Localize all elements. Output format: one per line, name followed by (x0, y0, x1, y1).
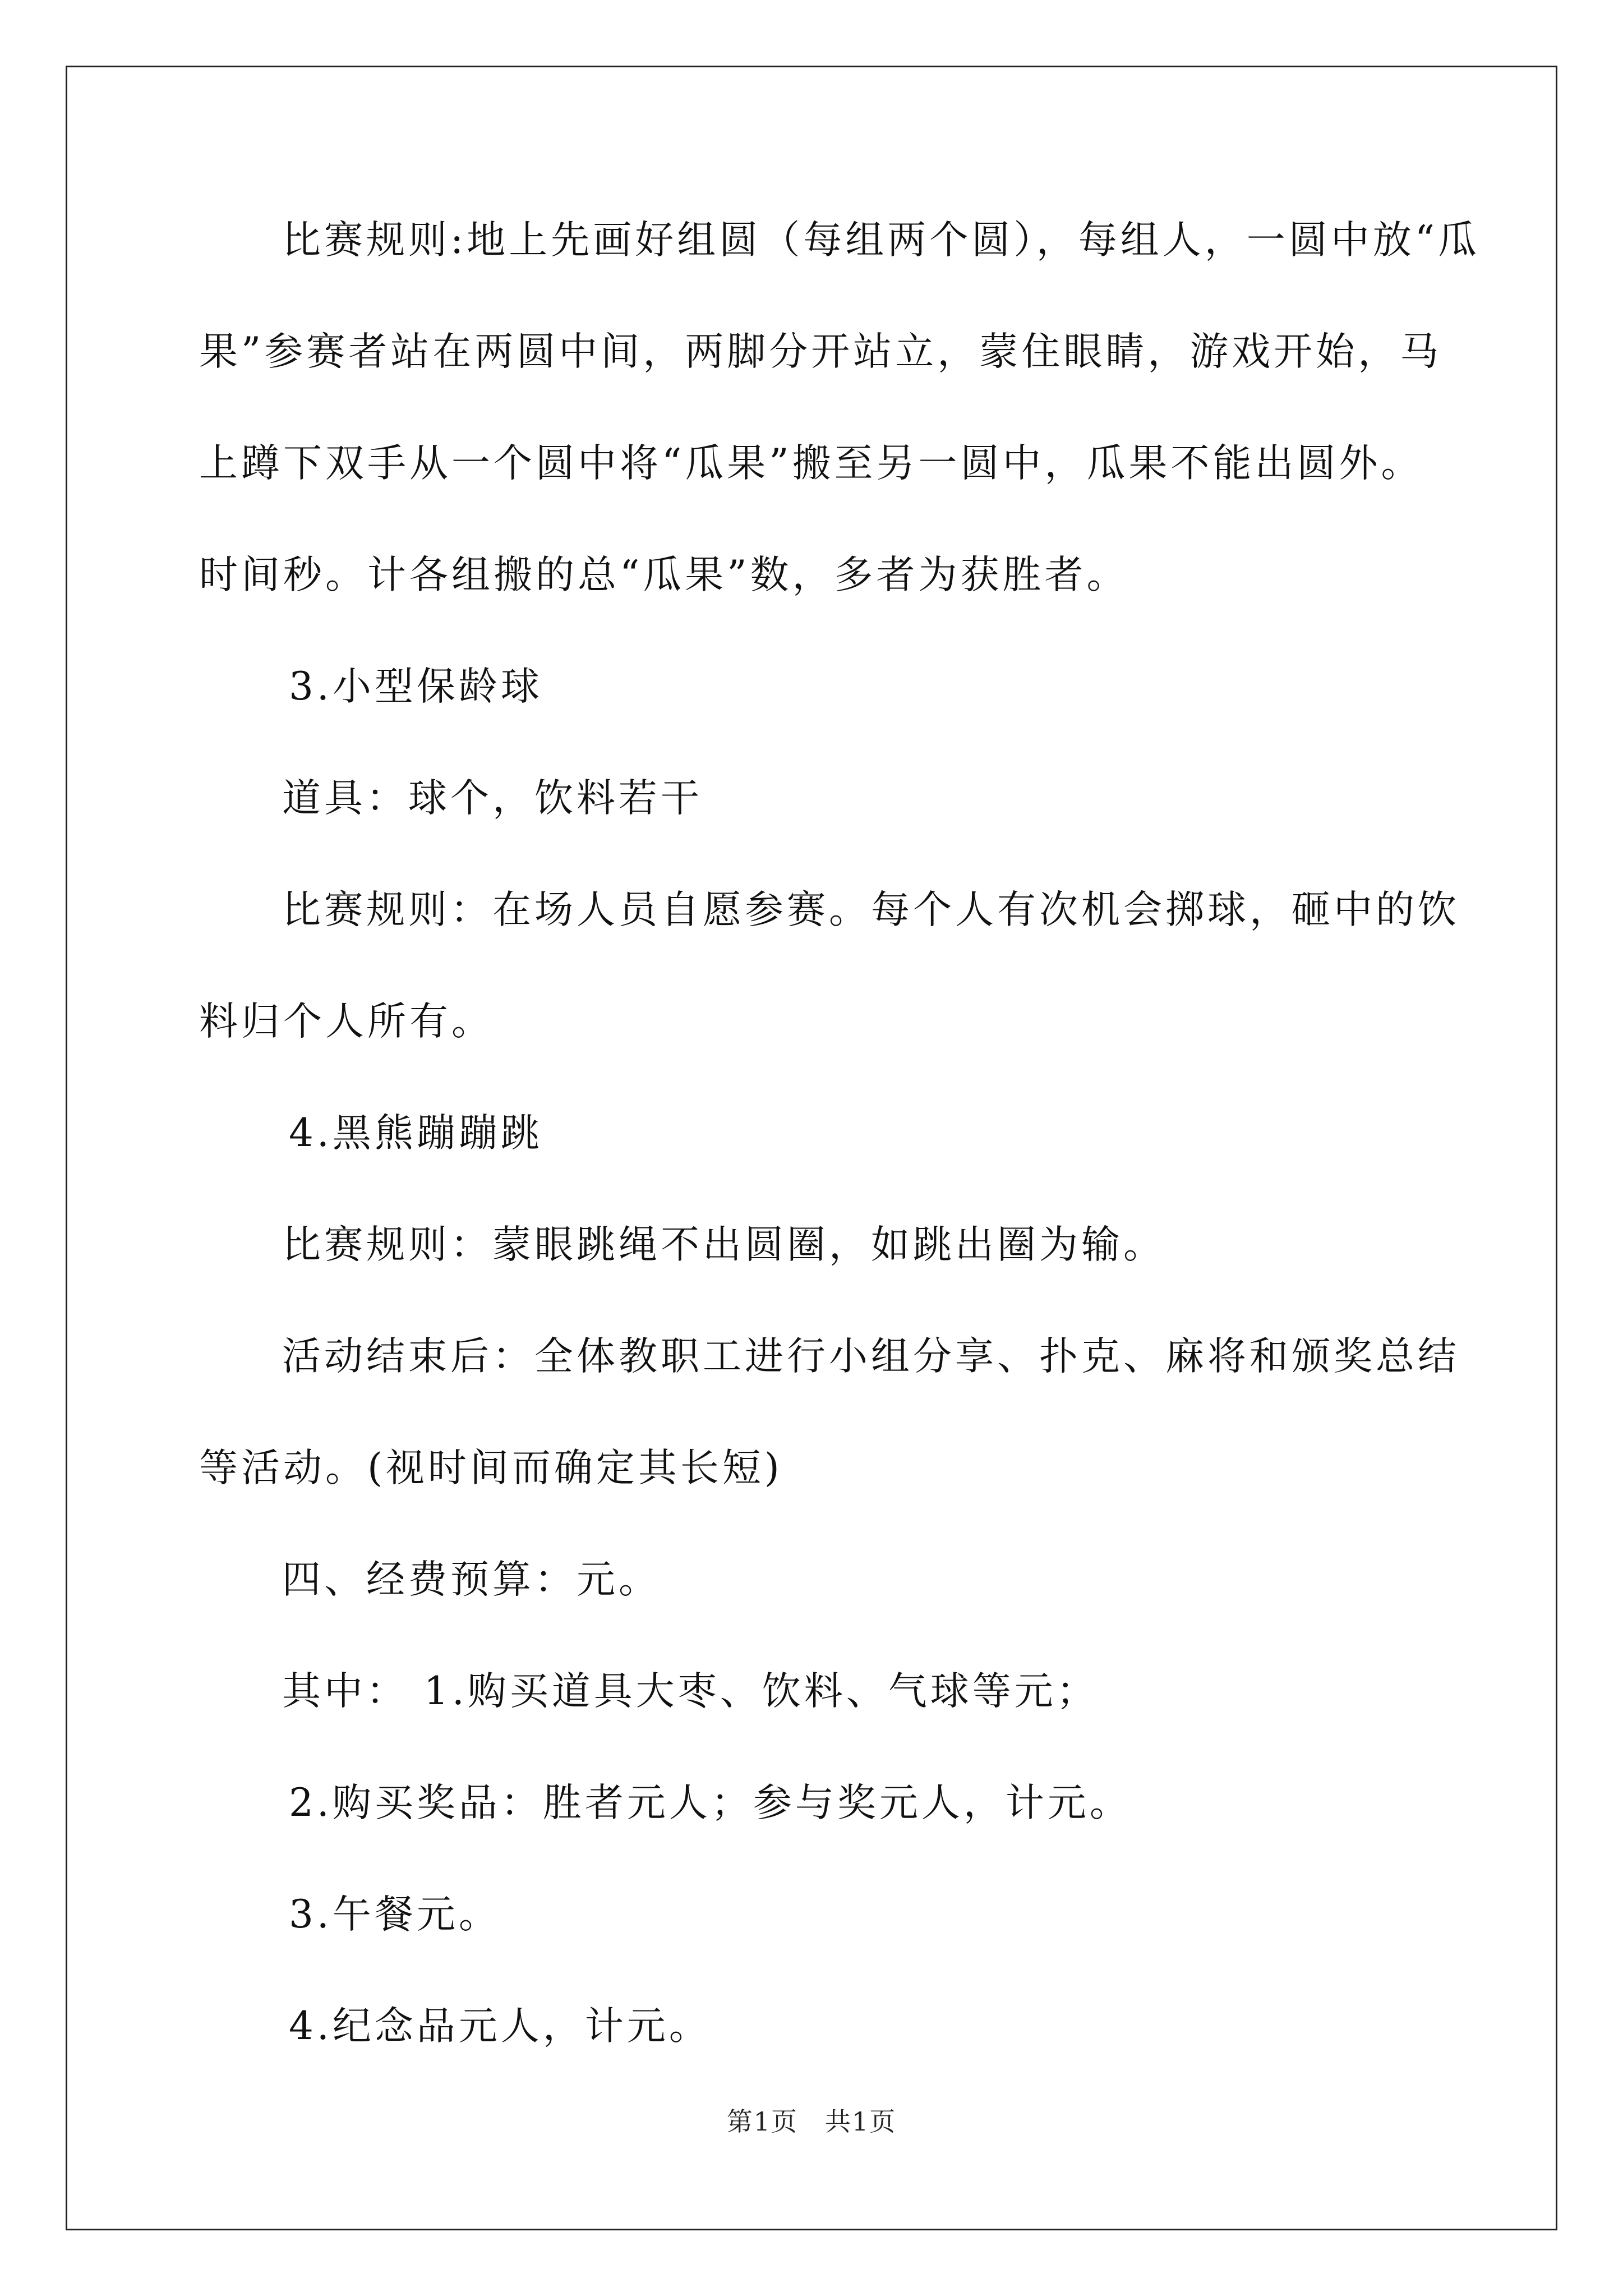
section-heading: 3.小型保龄球 (289, 664, 543, 709)
document-body (199, 218, 1481, 2115)
list-item: 2.购买奖品：胜者元人；参与奖元人，计元。 (289, 1780, 1132, 1825)
paragraph-line: 果”参赛者站在两圆中间，两脚分开站立，蒙住眼睛，游戏开始，马 (199, 329, 1442, 374)
paragraph-line: 比赛规则:地上先画好组圆（每组两个圆），每组人，一圆中放“瓜 (282, 218, 1481, 263)
paragraph-line: 比赛规则：蒙眼跳绳不出圆圈，如跳出圈为输。 (282, 1222, 1165, 1267)
paragraph-line: 时间秒。计各组搬的总“瓜果”数，多者为获胜者。 (199, 553, 1129, 597)
paragraph-line: 道具：球个，饮料若干 (282, 776, 703, 821)
paragraph-line: 活动结束后：全体教职工进行小组分享、扑克、麻将和颁奖总结 (282, 1334, 1460, 1379)
paragraph-line: 料归个人所有。 (199, 999, 494, 1044)
list-item: 3.午餐元。 (289, 1892, 501, 1937)
paragraph-line: 其中： 1.购买道具大枣、饮料、气球等元； (282, 1669, 1099, 1714)
paragraph-line: 上蹲下双手从一个圆中将“瓜果”搬至另一圆中，瓜果不能出圆外。 (199, 441, 1423, 486)
list-item: 4.纪念品元人，计元。 (289, 2004, 711, 2049)
paragraph-line: 比赛规则：在场人员自愿参赛。每个人有次机会掷球，砸中的饮 (282, 887, 1460, 932)
section-heading: 四、经费预算：元。 (282, 1557, 661, 1602)
page-footer: 第1页 共1页 (726, 2106, 897, 2137)
section-heading: 4.黑熊蹦蹦跳 (289, 1111, 543, 1156)
paragraph-line: 等活动。(视时间而确定其长短) (199, 1446, 783, 1490)
